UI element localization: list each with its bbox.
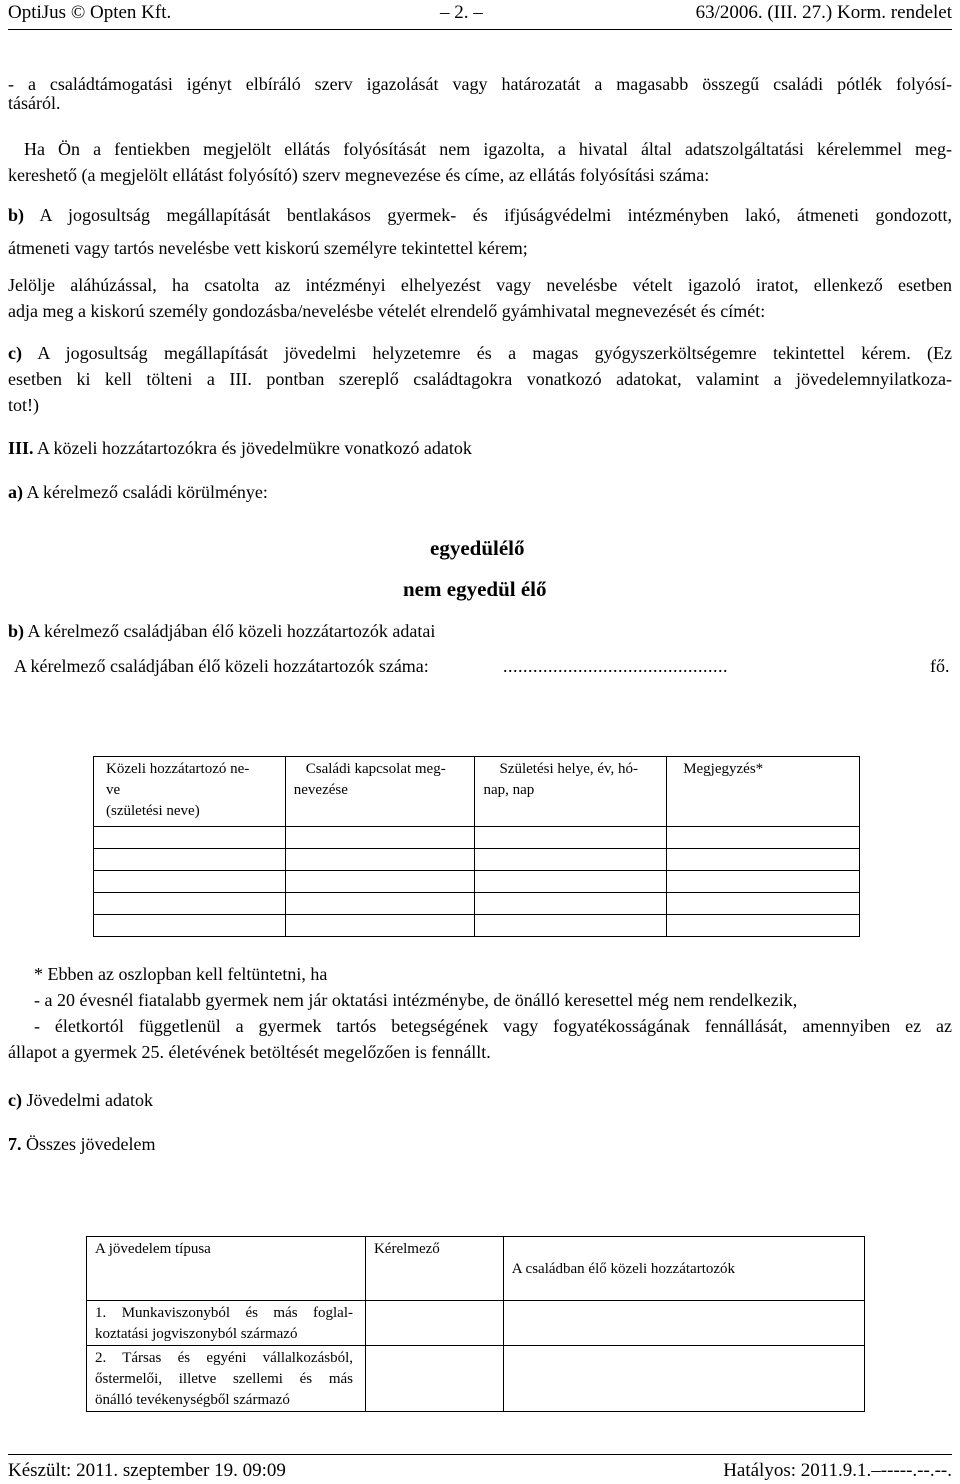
- table-cell[interactable]: [285, 915, 475, 937]
- table-row: [94, 871, 860, 893]
- table-cell[interactable]: [475, 827, 667, 849]
- table-cell[interactable]: [667, 827, 860, 849]
- income-header-type: A jövedelem típusa: [87, 1237, 366, 1301]
- intro-p2-line-2: kereshető (a megjelölt ellátást folyósító) szerv megnevezése és címe, az ellátás folyósítási száma:: [8, 165, 710, 185]
- section-b-note-line-1: Jelölje aláhúzással, ha csatolta az intézményi elhelyezést vagy nevelésbe vételt igazoló iratot, ellenkező esetben: [8, 275, 952, 295]
- table-cell[interactable]: [475, 893, 667, 915]
- table-cell[interactable]: [667, 849, 860, 871]
- table-row: [87, 1346, 865, 1412]
- section-7: 7. Összes jövedelem: [8, 1134, 156, 1154]
- section-c-line-3: tot!): [8, 395, 39, 415]
- footer-rule: [8, 1454, 952, 1455]
- income-row-2-label: 2. Társas és egyéni vállalkozásból, őstermelői, illetve szellemi és más önálló tevékenységből származó: [87, 1346, 366, 1412]
- table-cell[interactable]: [285, 827, 475, 849]
- table-row: [94, 893, 860, 915]
- option-not-single[interactable]: nem egyedül élő: [403, 577, 547, 601]
- section-b-label: b): [8, 205, 25, 225]
- table-cell[interactable]: [475, 849, 667, 871]
- section-III-b: b) A kérelmező családjában élő közeli hozzátartozók adatai: [8, 621, 436, 641]
- section-III-heading: III. A közeli hozzátartozókra és jövedelmükre vonatkozó adatok: [8, 438, 472, 458]
- section-c-line-1: c) A jogosultság megállapítását jövedelmi helyzetemre és a magas gyógyszerköltségemre tekintettel kérem. (Ez: [8, 343, 952, 363]
- relatives-table-header-row: [94, 757, 860, 827]
- footer-created: Készült: 2011. szeptember 19. 09:09: [8, 1460, 286, 1481]
- footnote-line-2: - a 20 évesnél fiatalabb gyermek nem jár oktatási intézménybe, de önálló keresettel még nem rendelkezik,: [34, 990, 798, 1010]
- section-c-label: c): [8, 343, 22, 363]
- table-cell[interactable]: [285, 893, 475, 915]
- table-cell[interactable]: [94, 871, 286, 893]
- income-table-header-row: [87, 1237, 865, 1301]
- table-row: [94, 849, 860, 871]
- table-cell[interactable]: [94, 915, 286, 937]
- section-b-note-line-2: adja meg a kiskorú személy gondozásba/nevelésbe vételét elrendelő gyámhivatal megnevezését és címét:: [8, 301, 766, 321]
- table-cell[interactable]: [667, 871, 860, 893]
- table-cell[interactable]: [667, 893, 860, 915]
- relatives-table: [93, 756, 860, 937]
- table-row: [87, 1301, 865, 1346]
- income-table: [86, 1236, 865, 1412]
- table-row: [94, 915, 860, 937]
- footnote-line-4: állapot a gyermek 25. életévének betöltését megelőzően is fennállt.: [8, 1042, 491, 1062]
- income-header-applicant: Kérelmező: [365, 1237, 503, 1301]
- header-page-number: – 2. –: [440, 2, 483, 23]
- header-source: OptiJus © Opten Kft.: [8, 2, 172, 23]
- intro-p2-line-1: Ha Ön a fentiekben megjelölt ellátás folyósítását nem igazolta, a hivatal által adatszolgáltatási kérelemmel meg-: [24, 139, 952, 159]
- table-cell[interactable]: [667, 915, 860, 937]
- section-c-line-2: esetben ki kell tölteni a III. pontban szereplő családtagokra vonatkozó adatokat, valamint a jövedelemnyilatkoza-: [8, 369, 952, 389]
- footnote-line-1: * Ebben az oszlopban kell feltüntetni, ha: [34, 964, 328, 984]
- table-cell[interactable]: [285, 849, 475, 871]
- table-cell[interactable]: [475, 915, 667, 937]
- header-regulation: 63/2006. (III. 27.) Korm. rendelet: [695, 2, 952, 23]
- section-III-a: a) A kérelmező családi körülménye:: [8, 482, 268, 502]
- footer-effective: Hatályos: 2011.9.1.–-----.--.--.: [723, 1460, 952, 1481]
- table-cell[interactable]: [94, 893, 286, 915]
- table-cell[interactable]: [503, 1346, 864, 1412]
- relatives-header-birth: Születési helye, év, hó- nap, nap: [475, 757, 667, 827]
- section-c2: c) Jövedelmi adatok: [8, 1090, 153, 1110]
- income-header-relatives: A családban élő közeli hozzátartozók: [503, 1237, 864, 1301]
- table-cell[interactable]: [285, 871, 475, 893]
- intro-line-1: - a családtámogatási igényt elbíráló szerv igazolását vagy határozatát a magasabb összegű családi pótlék folyósí-: [8, 74, 952, 94]
- table-cell[interactable]: [475, 871, 667, 893]
- table-row: [94, 827, 860, 849]
- table-cell[interactable]: [365, 1301, 503, 1346]
- relatives-count-label: A kérelmező családjában élő közeli hozzátartozók száma:: [14, 656, 429, 676]
- relatives-header-relation: Családi kapcsolat meg- nevezése: [285, 757, 475, 827]
- relatives-header-name: Közeli hozzátartozó ne- ve (születési neve): [94, 757, 286, 827]
- relatives-header-note: Megjegyzés*: [667, 757, 860, 827]
- option-single[interactable]: egyedülélő: [430, 536, 525, 560]
- section-III-label: III.: [8, 438, 34, 458]
- footnote-line-3: - életkortól függetlenül a gyermek tartós betegségének vagy fogyatékosságának fennállását, amennyiben ez az: [34, 1016, 952, 1036]
- intro-line-2: tásáról.: [8, 93, 61, 113]
- table-cell[interactable]: [503, 1301, 864, 1346]
- table-cell[interactable]: [94, 849, 286, 871]
- income-row-1-label: 1. Munkaviszonyból és más foglal- koztatási jogviszonyból származó: [87, 1301, 366, 1346]
- table-cell[interactable]: [94, 827, 286, 849]
- section-b-line-2: átmeneti vagy tartós nevelésbe vett kiskorú személyre tekintettel kérem;: [8, 238, 528, 258]
- relatives-count-unit: fő.: [930, 656, 950, 676]
- relatives-count-field[interactable]: .............................................: [503, 656, 728, 676]
- header-rule: [8, 29, 952, 30]
- table-cell[interactable]: [365, 1346, 503, 1412]
- section-b-line-1: b) A jogosultság megállapítását bentlakásos gyermek- és ifjúságvédelmi intézményben lakó, átmeneti gondozott,: [8, 205, 952, 225]
